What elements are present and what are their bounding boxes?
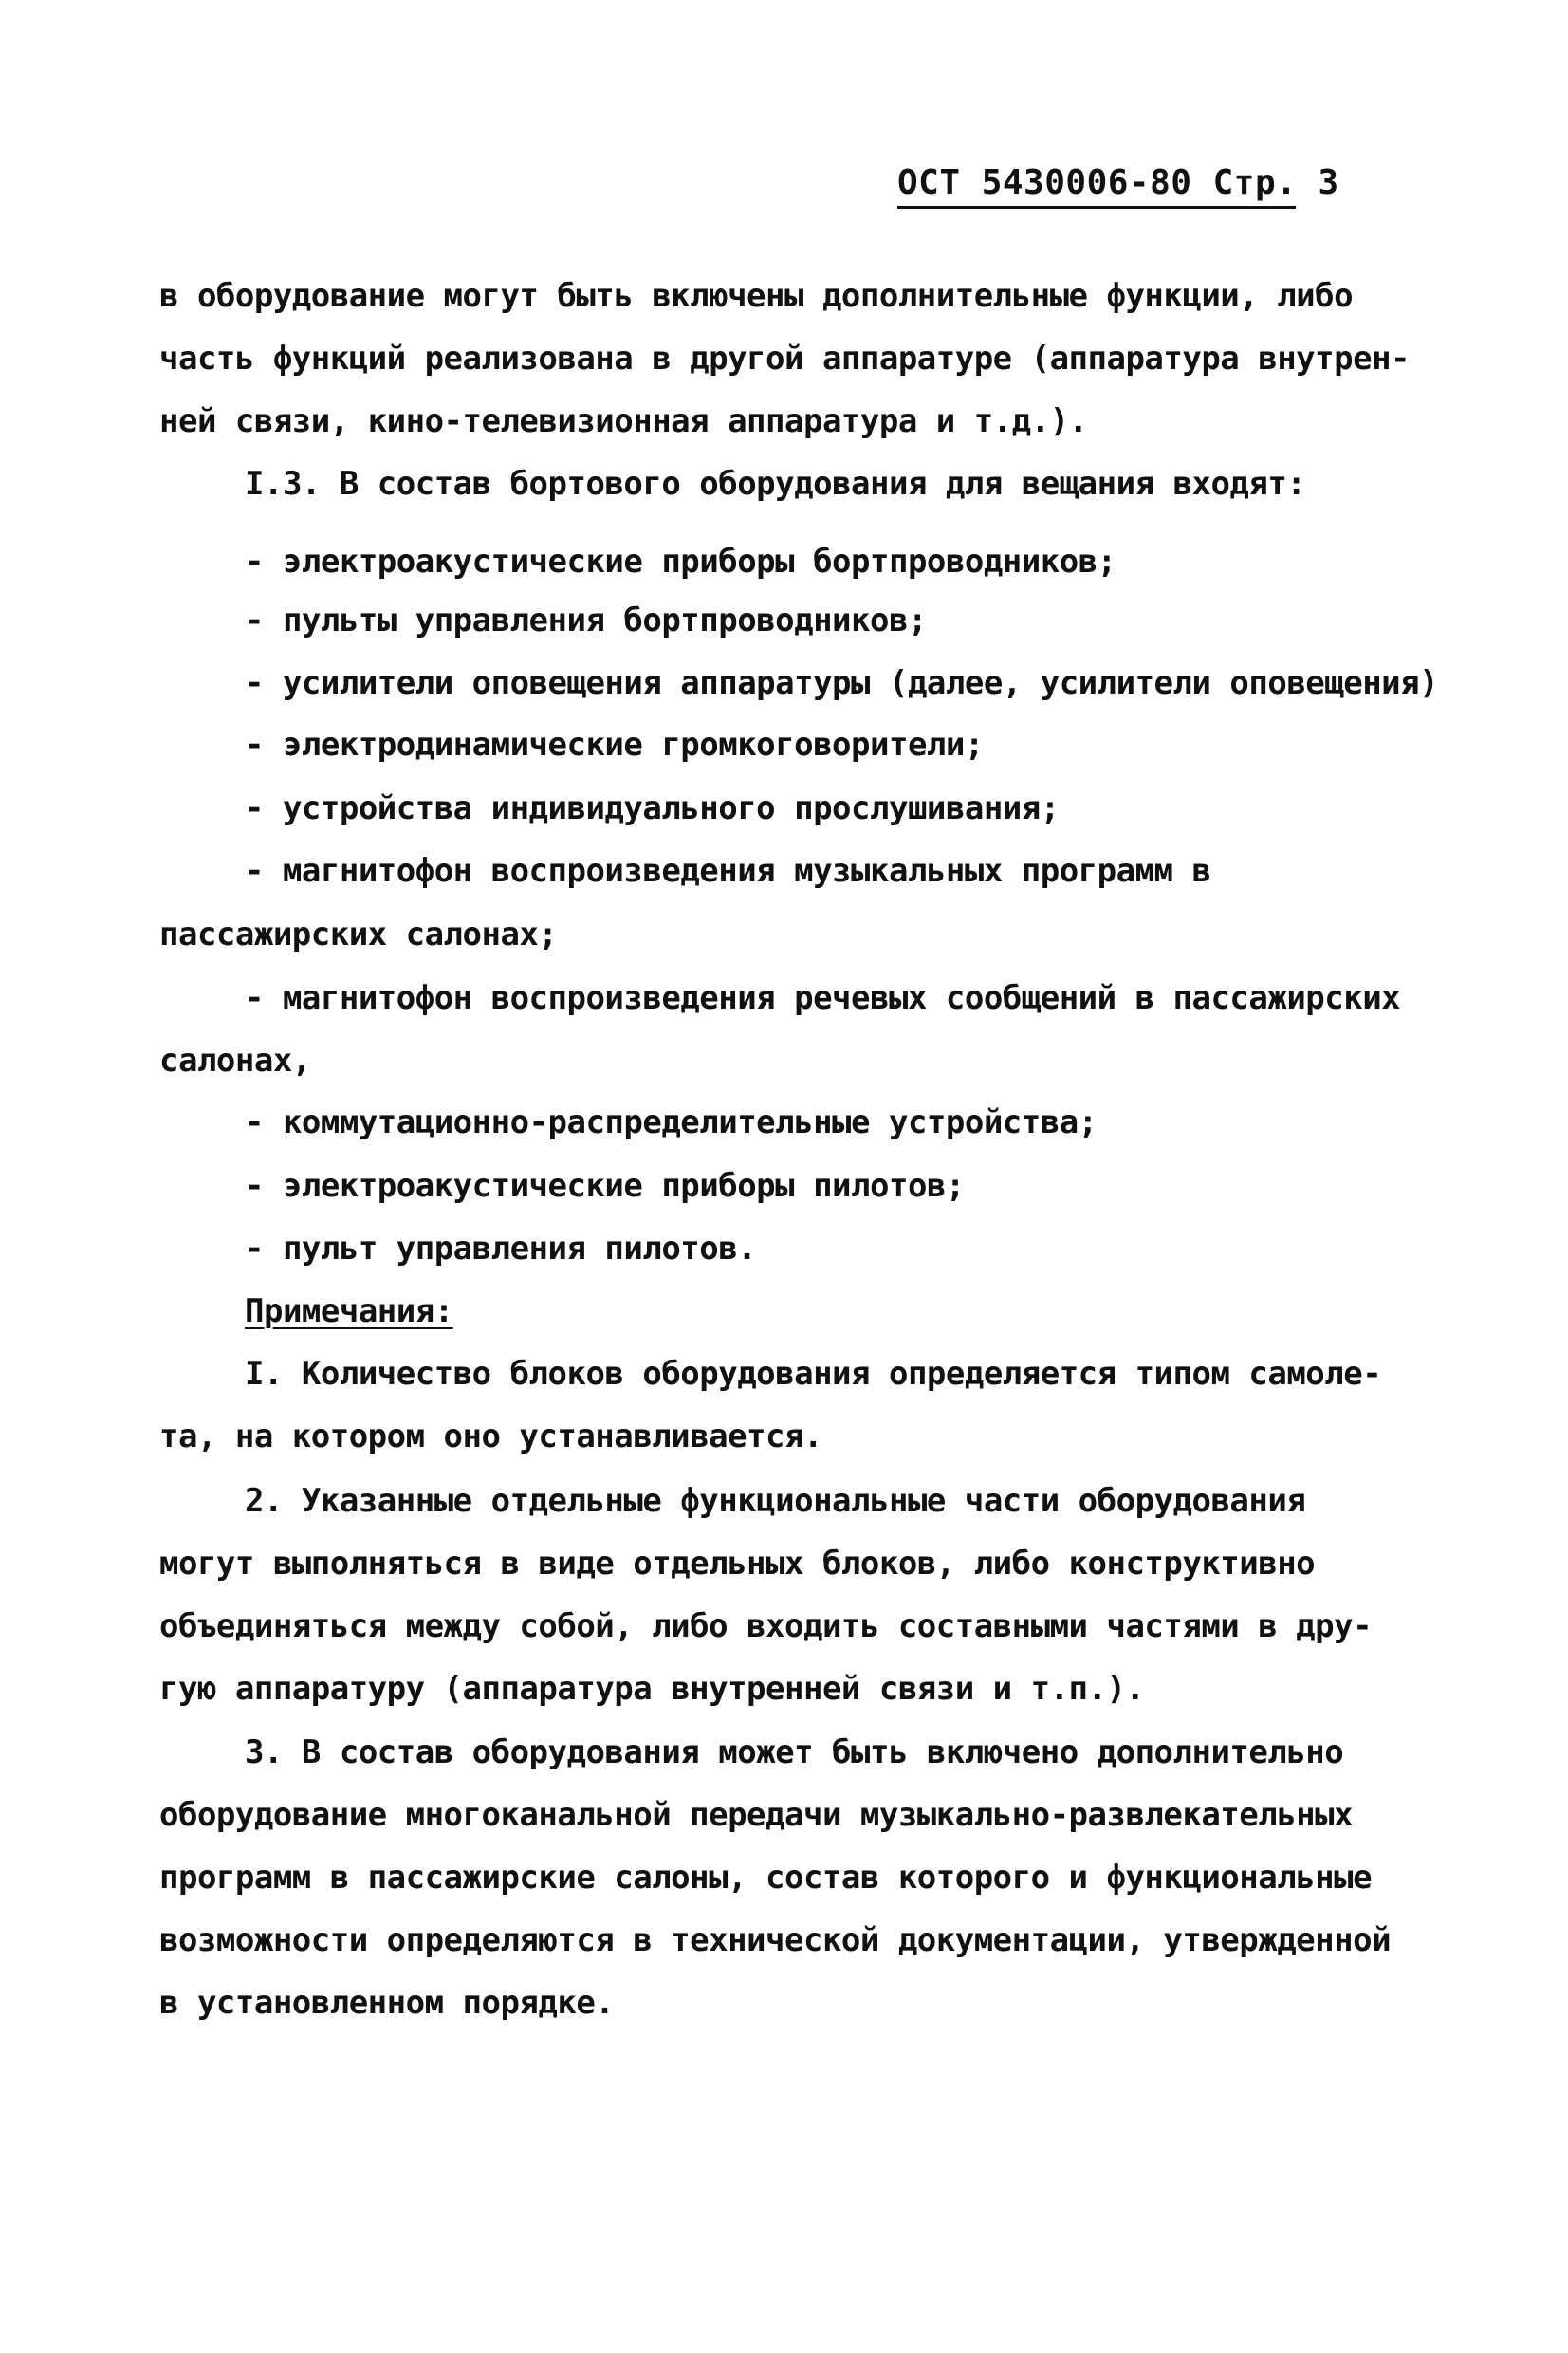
list-item: - магнитофон воспроизведения речевых сообщений в пассажирских (245, 979, 1401, 1017)
list-item: - электродинамические громкоговорители; (245, 726, 984, 764)
list-item-continuation: салонах, (159, 1042, 311, 1080)
note-line: могут выполняться в виде отдельных блоков, либо конструктивно (159, 1545, 1316, 1583)
list-item: - устройства индивидуального прослушивания; (245, 789, 1060, 827)
note-line: та, на котором оно устанавливается. (159, 1417, 822, 1455)
list-item: - электроакустические приборы пилотов; (245, 1167, 965, 1205)
note-line: возможности определяются в технической документации, утвержденной (159, 1921, 1392, 1959)
list-item: - магнитофон воспроизведения музыкальных программ в (245, 852, 1211, 890)
body-line: часть функций реализована в другой аппаратуре (аппаратура внутрен- (159, 340, 1411, 378)
note-line: оборудование многоканальной передачи музыкально-развлекательных (159, 1796, 1354, 1834)
body-line: в оборудование могут быть включены дополнительные функции, либо (159, 277, 1354, 315)
note-line: гую аппаратуру (аппаратура внутренней связи и т.п.). (159, 1670, 1145, 1708)
note-line: объединяться между собой, либо входить составными частями в дру- (159, 1607, 1373, 1645)
body-line: ней связи, кино-телевизионная аппаратура и т.д.). (159, 402, 1088, 440)
note-line: 2. Указанные отдельные функциональные части оборудования (245, 1482, 1306, 1520)
list-item: - усилители оповещения аппаратуры (далее, усилители оповещения) (245, 664, 1439, 702)
note-line: программ в пассажирские салоны, состав которого и функциональные (159, 1859, 1373, 1897)
list-item-continuation: пассажирских салонах; (159, 916, 558, 954)
note-line: 3. В состав оборудования может быть включено дополнительно (245, 1733, 1344, 1771)
note-line: I. Количество блоков оборудования определяется типом самоле- (245, 1355, 1382, 1393)
note-line: в установленном порядке. (159, 1984, 615, 2022)
list-item: - электроакустические приборы бортпроводников; (245, 543, 1116, 581)
list-item: - пульты управления бортпроводников; (245, 602, 927, 639)
section-heading: I.3. В состав бортового оборудования для вещания входят: (245, 465, 1306, 503)
notes-heading: Примечания: (245, 1292, 453, 1330)
list-item: - коммутационно-распределительные устройства; (245, 1103, 1098, 1141)
page-header: ОСТ 5430006-80 Стр. 3 (897, 163, 1296, 209)
list-item: - пульт управления пилотов. (245, 1230, 757, 1268)
